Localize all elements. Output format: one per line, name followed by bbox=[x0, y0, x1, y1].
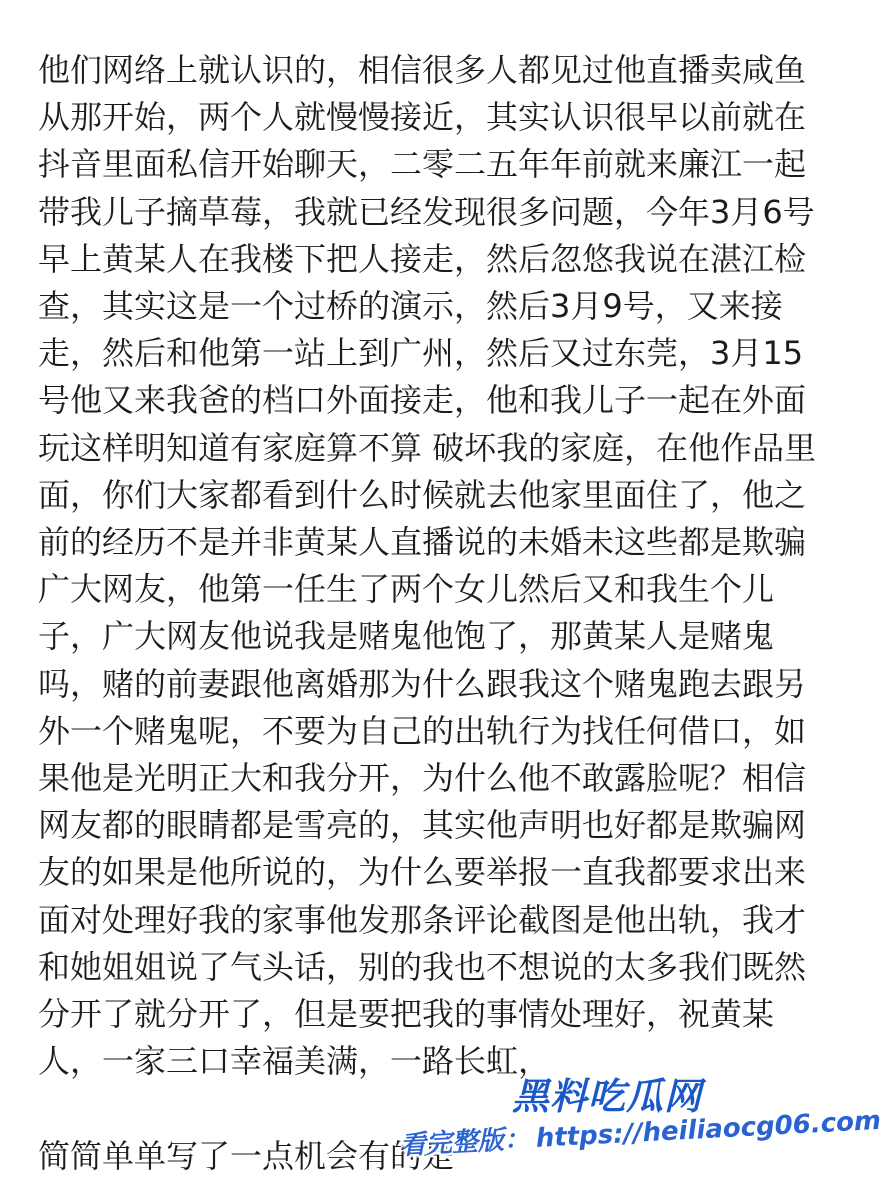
post-text-line: 和她姐姐说了气头话，别的我也不想说的太多我们既然 bbox=[38, 947, 807, 986]
post-text-line: 友的如果是他所说的，为什么要举报一直我都要求出来 bbox=[38, 853, 807, 892]
post-text-line: 早上黄某人在我楼下把人接走，然后忽悠我说在湛江检 bbox=[38, 239, 807, 278]
post-text-line: 走，然后和他第一站上到广州，然后又过东莞，3月15 bbox=[38, 334, 804, 373]
post-text-line: 前的经历不是并非黄某人直播说的未婚未这些都是欺骗 bbox=[38, 523, 807, 561]
post-text-line: 查，其实这是一个过桥的演示，然后3月9号，又来接 bbox=[38, 287, 783, 325]
post-text-line: 面，你们大家都看到什么时候就去他家里面住了，他之 bbox=[38, 475, 807, 514]
post-text-line: 外一个赌鬼呢，不要为自己的出轨行为找任何借口，如 bbox=[38, 711, 807, 750]
post-text-line: 分开了就分开了，但是要把我的事情处理好，祝黄某 bbox=[38, 995, 775, 1033]
post-text-line: 带我儿子摘草莓，我就已经发现很多问题，今年3月6号 bbox=[38, 192, 815, 231]
post-text-line: 果他是光明正大和我分开，为什么他不敢露脸呢？相信 bbox=[38, 759, 807, 797]
post-text-line: 从那开始，两个人就慢慢接近，其实认识很早以前就在 bbox=[38, 98, 807, 137]
post-text-line: 广大网友，他第一任生了两个女儿然后又和我生个儿 bbox=[38, 570, 775, 609]
post-text-line: 他们网络上就认识的，相信很多人都见过他直播卖咸鱼 bbox=[38, 51, 807, 89]
post-text-line: 面对处理好我的家事他发那条评论截图是他出轨，我才 bbox=[38, 900, 807, 939]
watermark-url: https://heiliaocg06.com bbox=[535, 1105, 882, 1154]
watermark-url-label: 看完整版： bbox=[399, 1124, 531, 1161]
site-watermark bbox=[399, 1075, 882, 1200]
post-text-line: 号他又来我爸的档口外面接走，他和我儿子一起在外面 bbox=[38, 381, 807, 420]
watermark-brand: 黑料吃瓜网 bbox=[512, 1075, 702, 1118]
post-text-line: 抖音里面私信开始聊天，二零二五年年前就来廉江一起 bbox=[38, 145, 807, 184]
post-text-line: 玩这样明知道有家庭算不算 破坏我的家庭，在他作品里 bbox=[38, 428, 817, 467]
post-text-line: 网友都的眼睛都是雪亮的，其实他声明也好都是欺骗网 bbox=[38, 806, 807, 845]
post-text-line: 吗，赌的前妻跟他离婚那为什么跟我这个赌鬼跑去跟另 bbox=[38, 664, 807, 703]
post-text-line: 子，广大网友他说我是赌鬼他饱了，那黄某人是赌鬼 bbox=[38, 617, 775, 656]
post-text-line: 简简单单写了一点机会有的是 bbox=[38, 1136, 455, 1175]
post-text-line: 人，一家三口幸福美满，一路长虹， bbox=[38, 1042, 551, 1081]
